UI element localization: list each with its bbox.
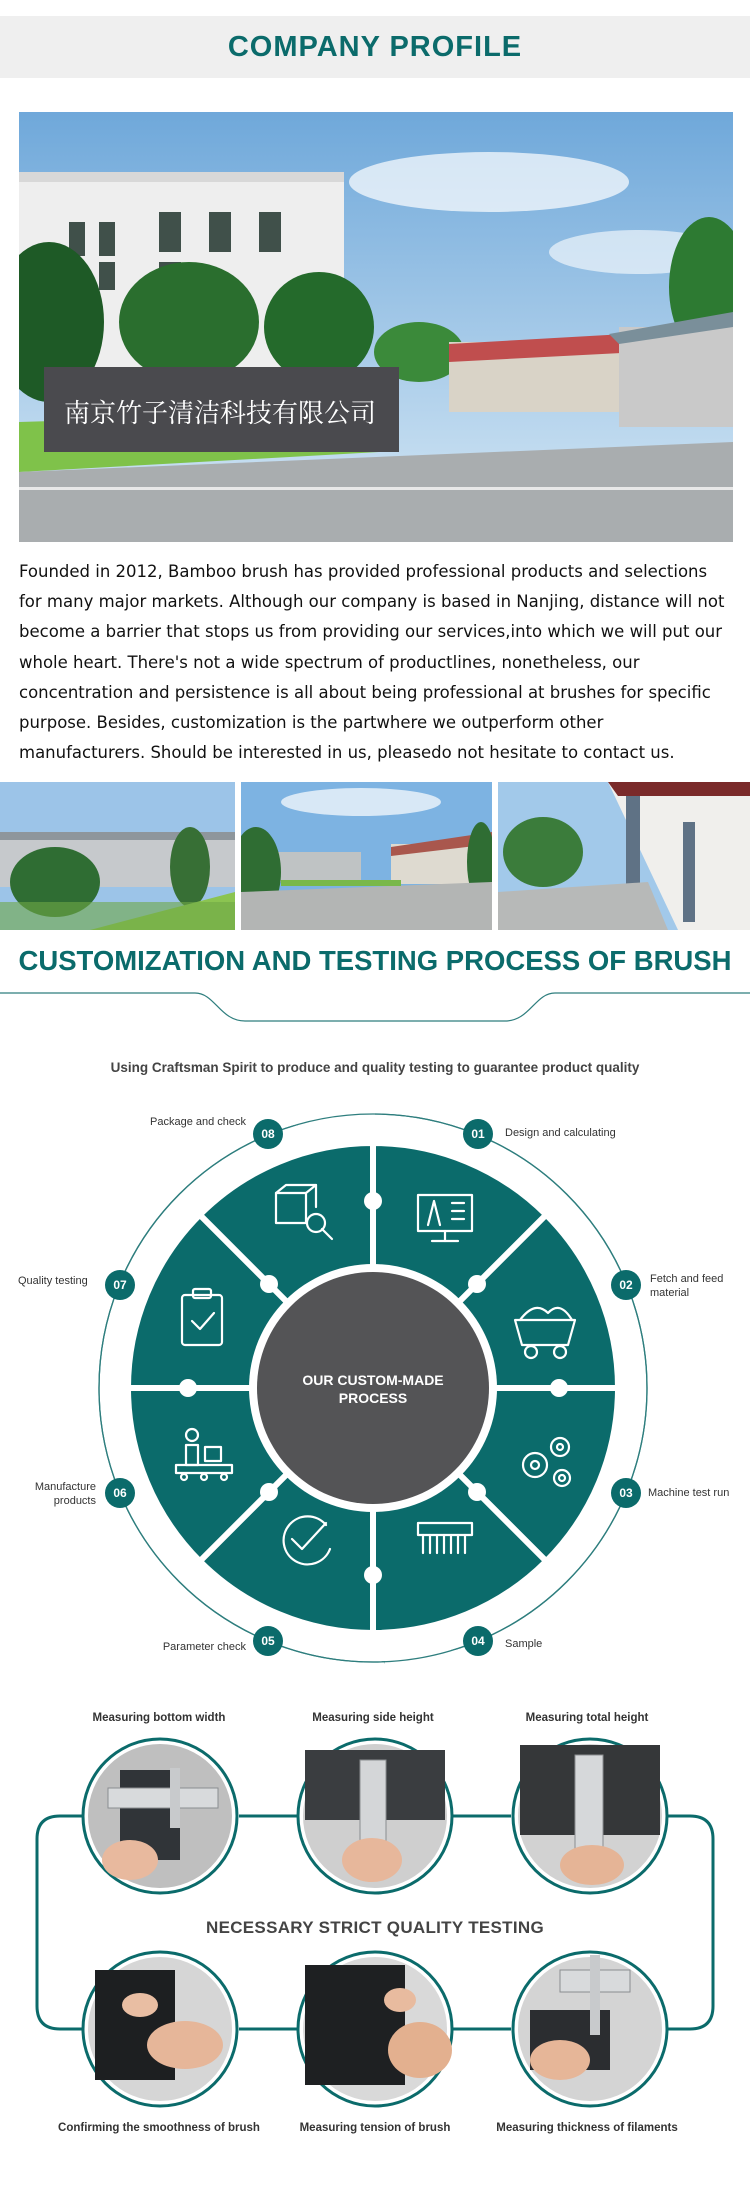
step-badge-04 [463,1626,493,1656]
svg-text:06: 06 [113,1486,127,1500]
factory-photo-2 [241,782,492,930]
process-wheel [0,1095,750,1675]
step-badge-02 [611,1270,641,1300]
measure-label-filament-thickness: Measuring thickness of filaments [496,2122,678,2134]
photo-tension [298,1952,452,2106]
step-label-03: Machine test run [648,1487,730,1499]
company-profile-title: COMPANY PROFILE [227,31,523,63]
step-badge-07 [105,1270,135,1300]
quality-testing-title: NECESSARY STRICT QUALITY TESTING [206,1918,544,1937]
step-label-01: Design and calculating [505,1127,616,1139]
measure-label-smoothness: Confirming the smoothness of brush [58,2122,260,2134]
svg-text:04: 04 [471,1634,485,1648]
company-intro-text: Founded in 2012, Bamboo brush has provided professional products and selections for many major markets. Although our company is based in Nanjing, distance will not become a barrier that stops us from providing our services,into which we will put our whole heart. There's not a wide spectrum of productlines, nonetheless, our concentration and persistence is all about being professional at brushes for specific purpose. Besides, customization is the partwhere we outperform other manufacturers. Should be interested in us, pleasedo not hesitate to contact us. [19,562,725,763]
customization-subtitle: Using Craftsman Spirit to produce and quality testing to guarantee product quality [110,1060,640,1075]
center-line-1: OUR CUSTOM-MADE [302,1372,444,1388]
step-badge-03 [611,1478,641,1508]
photo-side-height [298,1739,452,1893]
title-divider [0,985,750,1030]
measure-label-tension: Measuring tension of brush [299,2122,451,2134]
measure-label-side-height: Measuring side height [312,1712,434,1724]
step-label-08: Package and check [150,1116,247,1128]
svg-text:08: 08 [261,1127,275,1141]
photo-total-height [513,1739,667,1893]
company-profile-header [0,16,750,78]
photo-filament-thickness [513,1952,667,2106]
company-building-photo [19,112,733,542]
step-label-05: Parameter check [162,1641,246,1653]
step-badge-06 [105,1478,135,1508]
step-label-02: Fetch and feed material [650,1273,724,1299]
step-badge-01 [463,1119,493,1149]
step-badge-08 [253,1119,283,1149]
step-label-04: Sample [505,1638,543,1650]
measure-label-total-height: Measuring total height [525,1712,649,1724]
center-line-2: PROCESS [338,1390,408,1406]
svg-text:03: 03 [619,1486,633,1500]
step-label-06: Manufacture products [34,1481,96,1507]
customization-title: CUSTOMIZATION AND TESTING PROCESS OF BRUSH [18,945,732,976]
photo-smoothness [83,1952,237,2106]
svg-text:07: 07 [113,1278,127,1292]
factory-photo-3 [498,782,750,930]
factory-photo-1 [0,782,235,930]
svg-text:02: 02 [619,1278,633,1292]
step-badge-05 [253,1626,283,1656]
measure-label-bottom-width: Measuring bottom width [92,1712,226,1724]
step-label-07: Quality testing [18,1275,88,1287]
company-sign-text: 南京竹子清洁科技有限公司 [64,399,377,429]
svg-text:01: 01 [471,1127,485,1141]
company-building-illustration [19,112,733,542]
photo-bottom-width [83,1739,237,1893]
svg-text:05: 05 [261,1634,275,1648]
